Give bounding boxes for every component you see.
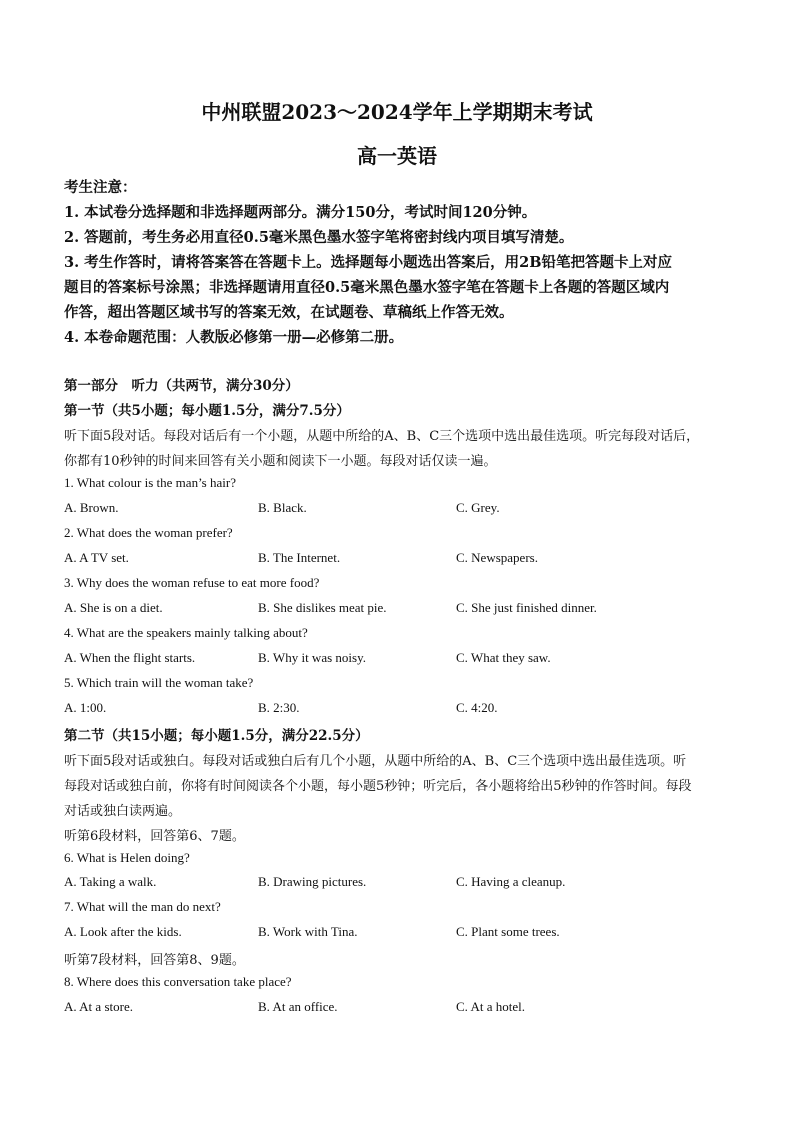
section2-heading: 第二节（共15小题；每小题1.5分，满分22.5分） <box>64 728 369 744</box>
material-7-note: 听第7段材料，回答第8、9题。 <box>64 953 245 968</box>
notice-line-1: 1. 本试卷分选择题和非选择题两部分。满分150分，考试时间120分钟。 <box>64 204 537 221</box>
q5-option-b: B. 2:30. <box>258 700 300 715</box>
question-3: 3. Why does the woman refuse to eat more food? <box>64 575 320 590</box>
q4-option-b: B. Why it was noisy. <box>258 650 366 665</box>
q4-option-a: A. When the flight starts. <box>64 650 196 665</box>
q6-option-b: B. Drawing pictures. <box>258 874 367 889</box>
question-6: 6. What is Helen doing? <box>64 850 190 865</box>
q3-option-a: A. She is on a diet. <box>64 600 163 615</box>
notice-heading: 考生注意： <box>64 179 137 196</box>
notice-line-2: 2. 答题前，考生务必用直径0.5毫米黑色墨水签字笔将密封线内项目填写清楚。 <box>64 229 574 246</box>
notice-line-3: 3. 考生作答时，请将答案答在答题卡上。选择题每小题选出答案后，用2B铅笔把答题卡上对应 <box>64 254 673 271</box>
q8-option-c: C. At a hotel. <box>456 999 525 1014</box>
q1-option-b: B. Black. <box>258 500 307 515</box>
question-2: 2. What does the woman prefer? <box>64 525 233 540</box>
question-1: 1. What colour is the man’s hair? <box>64 475 236 490</box>
q1-option-a: A. Brown. <box>64 500 119 515</box>
section1-heading: 第一节（共5小题；每小题1.5分，满分7.5分） <box>64 403 350 419</box>
q6-option-a: A. Taking a walk. <box>64 874 157 889</box>
section2-instruction-3: 对话或独白读两遍。 <box>64 804 182 819</box>
notice-line-5: 作答，超出答题区域书写的答案无效，在试题卷、草稿纸上作答无效。 <box>64 304 514 321</box>
q5-option-c: C. 4:20. <box>456 700 498 715</box>
exam-subject: 高一英语 <box>357 144 437 168</box>
notice-line-6: 4. 本卷命题范围：人教版必修第一册—必修第二册。 <box>64 329 404 346</box>
section1-instruction-1: 听下面5段对话。每段对话后有一个小题，从题中所给的A、B、C三个选项中选出最佳选项。听完每段对话后， <box>64 429 700 444</box>
q1-option-c: C. Grey. <box>456 500 500 515</box>
q2-option-a: A. A TV set. <box>64 550 129 565</box>
question-4: 4. What are the speakers mainly talking about? <box>64 625 308 640</box>
q2-option-c: C. Newspapers. <box>456 550 538 565</box>
section2-instruction-1: 听下面5段对话或独白。每段对话或独白后有几个小题，从题中所给的A、B、C三个选项中选出最佳选项。听 <box>64 754 687 769</box>
q8-option-a: A. At a store. <box>64 999 133 1014</box>
q4-option-c: C. What they saw. <box>456 650 551 665</box>
q7-option-a: A. Look after the kids. <box>64 924 182 939</box>
q2-option-b: B. The Internet. <box>258 550 341 565</box>
question-7: 7. What will the man do next? <box>64 899 221 914</box>
question-5: 5. Which train will the woman take? <box>64 675 254 690</box>
q7-option-c: C. Plant some trees. <box>456 924 560 939</box>
exam-title: 中州联盟2023～2024学年上学期期末考试 <box>201 100 593 124</box>
part1-heading: 第一部分 听力（共两节，满分30分） <box>64 378 299 394</box>
q5-option-a: A. 1:00. <box>64 700 107 715</box>
question-8: 8. Where does this conversation take place? <box>64 974 292 989</box>
section1-instruction-2: 你都有10秒钟的时间来回答有关小题和阅读下一小题。每段对话仅读一遍。 <box>64 454 497 469</box>
material-6-note: 听第6段材料，回答第6、7题。 <box>64 829 245 844</box>
q3-option-b: B. She dislikes meat pie. <box>258 600 387 615</box>
section2-instruction-2: 每段对话或独白前，你将有时间阅读各个小题，每小题5秒钟；听完后，各小题将给出5秒钟的作答时间。每段 <box>64 779 692 794</box>
notice-line-4: 题目的答案标号涂黑；非选择题请用直径0.5毫米黑色墨水签字笔在答题卡上各题的答题区域内 <box>64 279 670 296</box>
q3-option-c: C. She just finished dinner. <box>456 600 597 615</box>
q8-option-b: B. At an office. <box>258 999 338 1014</box>
q7-option-b: B. Work with Tina. <box>258 924 358 939</box>
q6-option-c: C. Having a cleanup. <box>456 874 566 889</box>
